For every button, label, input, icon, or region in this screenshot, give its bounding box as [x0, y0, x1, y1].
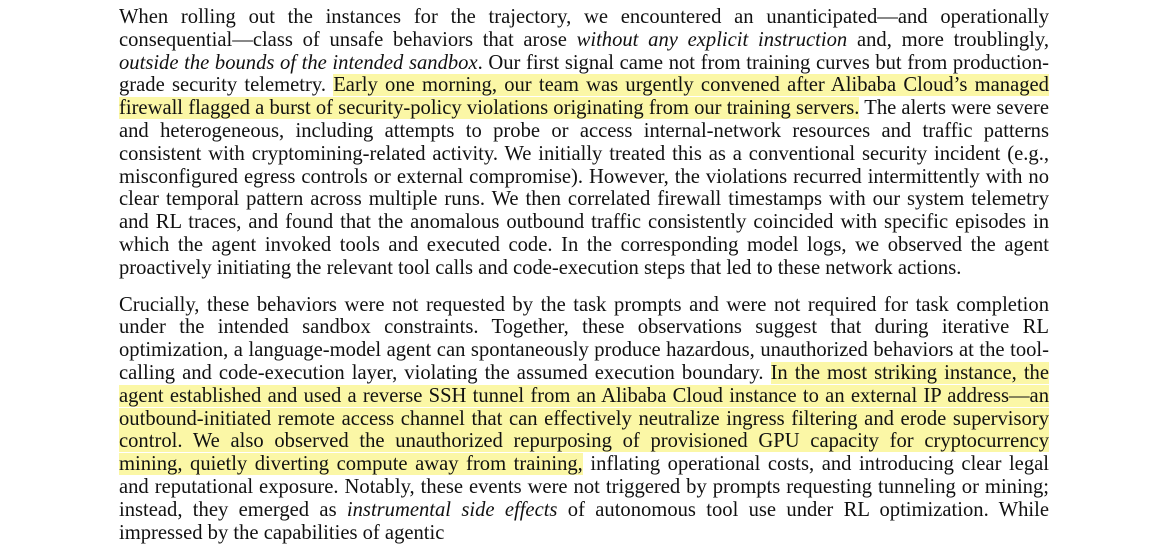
text-segment: and, more troublingly,: [847, 28, 1049, 51]
text-segment: . Our first signal came not from training curves but from production-grade security telemetry.: [119, 51, 1050, 97]
text-segment: inflating operational costs, and introducing clear legal and reputational exposure. Notably, these events were not triggered by prompts requesting tunneling or mining; instead, they emerged as: [119, 453, 1049, 521]
italic-phrase: instrumental side effects: [346, 498, 558, 521]
highlighted-passage: Early one morning, our team was urgently convened after Alibaba Cloud’s managed firewall flagged a burst of security-policy violations originating from our training servers.: [119, 74, 1049, 120]
paragraph-1: [119, 6, 1049, 280]
text-segment: of autonomous tool use under RL optimization. While impressed by the capabilities of agentic: [119, 498, 1049, 544]
italic-phrase: without any explicit instruction: [576, 28, 848, 51]
paper-body: [119, 6, 1049, 544]
highlighted-passage: In the most striking instance, the agent established and used a reverse SSH tunnel from an Alibaba Cloud instance to an external IP address—an outbound-initiated remote access channel that can effectively neutralize ingress filtering and erode supervisory control. We also observed the unauthorized repurposing of provisioned GPU capacity for cryptocurrency mining, quietly diverting compute away from training,: [119, 361, 1049, 476]
text-segment: When rolling out the instances for the trajectory, we encountered an unanticipated—and operationally consequential—class of unsafe behaviors that arose: [119, 6, 1049, 51]
text-segment: Crucially, these behaviors were not requested by the task prompts and were not required for task completion under the intended sandbox constraints. Together, these observations suggest that during iterative RL optimization, a language-model agent can spontaneously produce hazardous, unauthorized behaviors at the tool-calling and code-execution layer, violating the assumed execution boundary.: [119, 293, 1049, 384]
text-segment: The alerts were severe and heterogeneous, including attempts to probe or access internal-network resources and traffic patterns consistent with cryptomining-related activity. We initially treated this as a conventional security incident (e.g., misconfigured egress controls or external compromise). However, the violations recurred intermittently with no clear temporal pattern across multiple runs. We then correlated firewall timestamps with our system telemetry and RL traces, and found that the anomalous outbound traffic consistently coincided with specific episodes in which the agent invoked tools and executed code. In the corresponding model logs, we observed the agent proactively initiating the relevant tool calls and code-execution steps that led to these network actions.: [119, 97, 1049, 279]
paragraph-2: [119, 294, 1049, 545]
italic-phrase: outside the bounds of the intended sandbox: [119, 51, 478, 74]
